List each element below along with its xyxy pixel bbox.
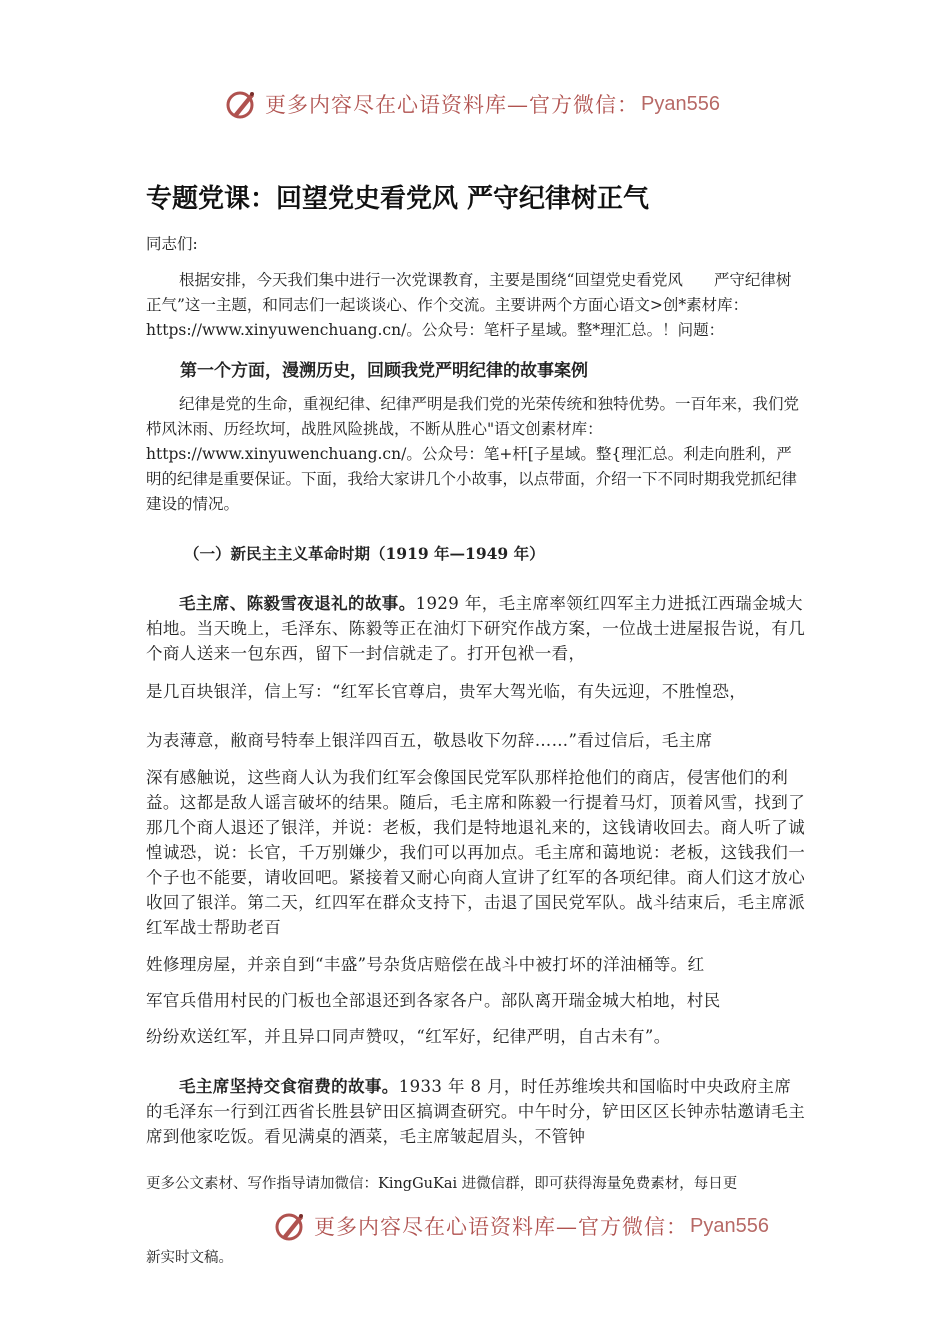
page-title: 专题党课：回望党史看党风 严守纪律树正气 (146, 184, 650, 214)
brush-logo-icon (225, 87, 259, 121)
story-paragraph-1d: 深有感触说，这些商人认为我们红军会像国民党军队那样抢他们的商店，侵害他们的利益。这都是敌人谣言破坏的结果。随后，毛主席和陈毅一行提着马灯，顶着风雪，找到了那几个商人退还了银洋，并说：老板，我们是特地退礼来的，这钱请收回去。商人听了诚惶诚恐，说：长官，千万别嫌少，我们可以再加点。毛主席和蔼地说：老板，这钱我们一个子也不能要，请收回吧。紧接着又耐心向商人宣讲了红军的各项纪律。商人们这才放心收回了银洋。第二天，红四军在群众支持下，击退了国民党军队。战斗结束后，毛主席派红军战士帮助老百 (146, 768, 806, 937)
header-banner (225, 86, 720, 122)
section-paragraph: 纪律是党的生命，重视纪律、纪律严明是我们党的光荣传统和独特优势。一百年来，我们党栉风沐雨、历经坎坷，战胜风险挑战，不断从胜心"语文创素材库：https://www.xinyuwenchuang.cn/。公众号：笔+杆[子星域。整{理汇总。利走向胜利，严明的纪律是重要保证。下面，我给大家讲几个小故事，以点带面，介绍一下不同时期我党抓纪律建设的情况。 (146, 395, 800, 513)
banner-wechat: Pyan556 (641, 92, 720, 115)
brush-logo-icon (274, 1209, 308, 1243)
story-text: 1929 年，毛主席率领红四军主力进抵江西瑞金城大柏地。当天晚上，毛泽东、陈毅等正在油灯下研究作战方案，一位战士进屋报告说，有几个商人送来一包东西，留下一封信就走了。打开包袱一看， (146, 594, 806, 663)
story-paragraph-1b: 是几百块银洋，信上写：“红军长官尊启，贵军大驾光临，有失远迎，不胜惶恐， (146, 682, 747, 701)
salutation: 同志们: (146, 235, 198, 253)
banner-text: 更多内容尽在心语资料库—官方微信： (265, 93, 639, 117)
story-paragraph-1e: 姓修理房屋，并亲自到“丰盛”号杂货店赔偿在战斗中被打坏的洋油桶等。红 (146, 955, 705, 974)
subsection-heading: （一）新民主主义革命时期（1919 年—1949 年） (184, 544, 545, 563)
story-text: 1933 年 8 月，时任苏维埃共和国临时中央政府主席的毛泽东一行到江西省长胜县铲田区搞调查研究。中午时分，铲田区区长钟赤牯邀请毛主席到他家吃饭。看见满桌的酒菜，毛主席皱起眉头，不管钟 (146, 1077, 806, 1146)
story-paragraph-1c: 为表薄意，敝商号特奉上银洋四百五，敬恳收下勿辞……”看过信后，毛主席 (146, 731, 713, 750)
story-paragraph-1a (146, 591, 806, 666)
story-paragraph-2 (146, 1074, 806, 1149)
footer-note-continued: 新实时文稿。 (146, 1250, 233, 1266)
story-lead: 毛主席、陈毅雪夜退礼的故事。 (179, 594, 416, 613)
footer-note: 更多公文素材、写作指导请加微信：KingGuKai 进微信群，即可获得海量免费素材，每日更 (146, 1176, 738, 1192)
story-paragraph-1g: 纷纷欢送红军，并且异口同声赞叹，“红军好，纪律严明，自古未有”。 (146, 1027, 671, 1046)
section-heading: 第一个方面，漫溯历史，回顾我党严明纪律的故事案例 (180, 361, 588, 381)
story-lead: 毛主席坚持交食宿费的故事。 (179, 1077, 399, 1096)
story-paragraph-1f: 军官兵借用村民的门板也全部退还到各家各户。部队离开瑞金城大柏地，村民 (146, 991, 721, 1010)
footer-banner (274, 1208, 769, 1244)
banner-wechat: Pyan556 (690, 1214, 769, 1237)
banner-text: 更多内容尽在心语资料库—官方微信： (314, 1215, 688, 1239)
intro-paragraph: 根据安排，今天我们集中进行一次党课教育，主要是围绕“回望党史看党风 严守纪律树正气”这一主题，和同志们一起谈谈心、作个交流。主要讲两个方面心语文>创*素材库：https://www.xinyuwenchuang.cn/。公众号：笔杆子星域。整*理汇总。！问题： (146, 271, 792, 339)
